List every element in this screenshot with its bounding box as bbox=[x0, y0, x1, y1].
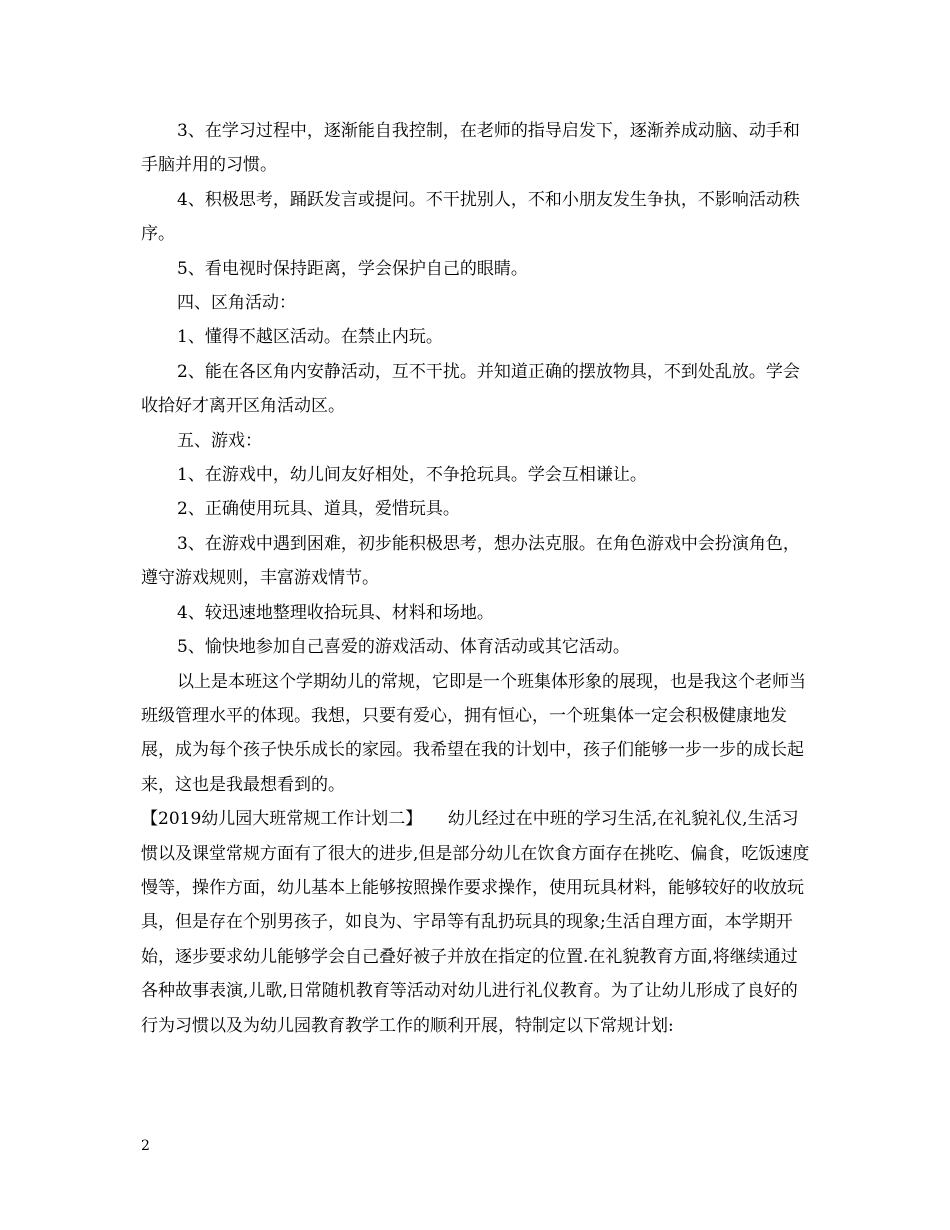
paragraph-game-5: 5、愉快地参加自己喜爱的游戏活动、体育活动或其它活动。 bbox=[177, 637, 630, 658]
paragraph-goal-4: 4、积极思考，踊跃发言或提问。不干扰别人，不和小朋友发生争执，不影响活动秩序。 bbox=[141, 189, 800, 245]
paragraph-corner-2: 2、能在各区角内安静活动，互不干扰。并知道正确的摆放物具，不到处乱放。学会收拾好才离开区角活动区。 bbox=[141, 361, 800, 417]
paragraph-goal-5: 5、看电视时保持距离，学会保护自己的眼睛。 bbox=[177, 258, 528, 279]
section-heading-games: 五、游戏： bbox=[177, 430, 262, 451]
paragraph-plan-two: 【2019幼儿园大班常规工作计划二】 幼儿经过在中班的学习生活,在礼貌礼仪,生活习惯以及课堂常规方面有了很大的进步,但是部分幼儿在饮食方面存在挑吃、偏食，吃饭速度慢等，操作方面，幼儿基本上能够按照操作要求操作，使用玩具材料，能够较好的收放玩具，但是存在个别男孩子，如良为、宇昂等有乱扔玩具的现象;生活自理方面，本学期开始，逐步要求幼儿能够学会自己叠好被子并放在指定的位置.在礼貌教育方面,将继续通过各种故事表演,儿歌,日常随机教育等活动对幼儿进行礼仪教育。为了让幼儿形成了良好的行为习惯以及为幼儿园教育教学工作的顺利开展，特制定以下常规计划: bbox=[141, 809, 810, 1036]
paragraph-game-1: 1、在游戏中，幼儿间友好相处，不争抢玩具。学会互相谦让。 bbox=[177, 465, 647, 486]
paragraph-game-4: 4、较迅速地整理收拾玩具、材料和场地。 bbox=[177, 602, 494, 623]
paragraph-corner-1: 1、懂得不越区活动。在禁止内玩。 bbox=[177, 327, 443, 348]
section-heading-corner-activities: 四、区角活动： bbox=[177, 293, 296, 314]
paragraph-game-2: 2、正确使用玩具、道具，爱惜玩具。 bbox=[177, 499, 460, 520]
paragraph-summary: 以上是本班这个学期幼儿的常规，它即是一个班集体形象的展现，也是我这个老师当班级管理水平的体现。我想，只要有爱心，拥有恒心，一个班集体一定会积极健康地发展，成为每个孩子快乐成长的家园。我希望在我的计划中，孩子们能够一步一步的成长起来，这也是我最想看到的。 bbox=[141, 671, 806, 795]
page-number: 2 bbox=[141, 1138, 150, 1154]
paragraph-goal-3: 3、在学习过程中，逐渐能自我控制，在老师的指导启发下，逐渐养成动脑、动手和手脑并用的习惯。 bbox=[141, 121, 800, 176]
document-body bbox=[141, 114, 814, 1043]
paragraph-game-3: 3、在游戏中遇到困难，初步能积极思考，想办法克服。在角色游戏中会扮演角色，遵守游戏规则，丰富游戏情节。 bbox=[141, 533, 800, 589]
